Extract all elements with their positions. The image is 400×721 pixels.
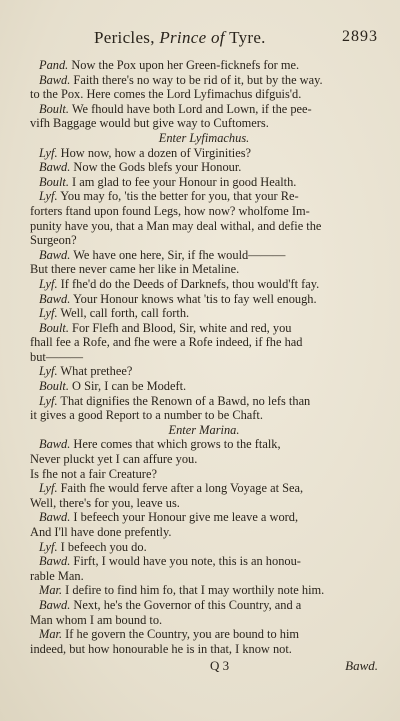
speaker-name: Lyf. (39, 539, 58, 554)
text-line (30, 219, 378, 234)
stage-direction: Enter Lyfimachus. (158, 130, 250, 145)
speaker-name: Bawd. (39, 437, 71, 452)
line-text: Man whom I am bound to. (30, 612, 163, 627)
speaker-name: Pand. (39, 58, 69, 72)
running-title (94, 28, 266, 48)
stage-direction: Enter Marina. (168, 422, 240, 437)
running-header (30, 28, 378, 54)
text-line (30, 248, 378, 263)
speaker-name: Lyf. (39, 306, 58, 321)
text-line (30, 204, 378, 219)
line-text: I am glad to fee your Honour in good Health. (68, 174, 297, 189)
line-text: We have one here, Sir, if fhe would——— (70, 247, 286, 262)
line-text: Surgeon? (30, 233, 77, 248)
speaker-name: Lyf. (39, 393, 58, 408)
text-line (30, 569, 378, 584)
line-text: If fhe'd do the Deeds of Darknefs, thou would'ft fay. (57, 276, 320, 291)
text-line (30, 452, 378, 467)
speaker-name: Bawd. (39, 597, 71, 612)
text-line (30, 292, 378, 307)
page-footer (30, 658, 378, 676)
line-text: Now the Pox upon her Green-ficknefs for me. (68, 58, 300, 72)
text-line (30, 467, 378, 482)
text-line (30, 116, 378, 131)
line-text: And I'll have done prefently. (30, 525, 172, 539)
text-line (30, 408, 378, 423)
text-line (30, 510, 378, 525)
text-line (30, 598, 378, 613)
text-line (30, 379, 378, 394)
text-line (30, 306, 378, 321)
line-text: Faith fhe would ferve after a long Voyage at Sea, (57, 481, 304, 496)
title-end: Tyre. (229, 28, 266, 47)
speaker-name: Boult. (39, 101, 69, 116)
speaker-name: Boult. (39, 379, 69, 394)
title-italic: Prince of (159, 28, 225, 47)
title-roman: Pericles, (94, 28, 155, 47)
speaker-name: Lyf. (39, 276, 58, 291)
speaker-name: Bawd. (39, 510, 71, 525)
text-line (30, 437, 378, 452)
line-text: Never pluckt yet I can affure you. (30, 452, 198, 467)
text-line (30, 525, 378, 540)
speaker-name: Boult. (39, 174, 69, 189)
speaker-name: Bawd. (39, 160, 71, 175)
line-text: How now, how a dozen of Virginities? (57, 145, 252, 160)
line-text: If he govern the Country, you are bound to him (62, 627, 300, 642)
line-text: fhall fee a Rofe, and fhe were a Rofe indeed, if fhe had (30, 335, 303, 350)
line-text: Next, he's the Governor of this Country, and a (70, 597, 302, 612)
line-text: punity have you, that a Man may deal withal, and defie the (30, 218, 322, 233)
text-line (30, 189, 378, 204)
line-text: We fhould have both Lord and Lown, if the pee- (68, 101, 312, 116)
speaker-name: Mar. (39, 627, 63, 642)
line-text: Well, there's for you, leave us. (30, 495, 180, 510)
text-line (30, 350, 378, 365)
line-text: Here comes that which grows to the ftalk, (70, 437, 281, 452)
speaker-name: Boult. (39, 320, 69, 335)
text-line (30, 277, 378, 292)
line-text: Your Honour knows what 'tis to fay well enough. (70, 291, 317, 306)
line-text: You may fo, 'tis the better for you, that your Re- (57, 189, 299, 204)
line-text: rable Man. (30, 568, 84, 583)
text-line (30, 102, 378, 117)
text-line (30, 627, 378, 642)
text-line (30, 321, 378, 336)
line-text: forters ftand upon found Legs, how now? wholfome Im- (30, 203, 310, 218)
speaker-name: Bawd. (39, 554, 71, 569)
text-line (30, 540, 378, 555)
line-text: Well, call forth, call forth. (57, 306, 190, 321)
text-line (30, 262, 378, 277)
text-line (30, 583, 378, 598)
text-line (30, 394, 378, 409)
line-text: What prethee? (57, 364, 133, 379)
line-text: I defire to find him fo, that I may worthily note him. (62, 583, 325, 598)
line-text: O Sir, I can be Modeft. (68, 379, 187, 394)
line-text: Faith there's no way to be rid of it, but by the way. (70, 72, 323, 87)
signature-mark: Q 3 (210, 658, 230, 674)
page-number: 2893 (342, 28, 378, 45)
line-text: But there never came her like in Metaline. (30, 262, 240, 277)
line-text: For Flefh and Blood, Sir, white and red, you (68, 320, 292, 335)
text-line (30, 160, 378, 175)
line-text: it gives a good Report to a number to be Chaft. (30, 408, 263, 423)
text-line (30, 233, 378, 248)
text-line (30, 364, 378, 379)
speaker-name: Mar. (39, 583, 63, 598)
speaker-name: Bawd. (39, 247, 71, 262)
text-line (30, 496, 378, 511)
line-text: I befeech you do. (57, 539, 147, 554)
line-text: to the Pox. Here comes the Lord Lyfimachus difguis'd. (30, 87, 302, 102)
text-line (30, 642, 378, 657)
speaker-name: Lyf. (39, 481, 58, 496)
speaker-name: Lyf. (39, 145, 58, 160)
text-line (30, 58, 378, 73)
line-text: Firft, I would have you note, this is an honou- (70, 554, 301, 569)
speaker-name: Bawd. (39, 291, 71, 306)
line-text: indeed, but how honourable he is in that, I know not. (30, 641, 292, 656)
play-text (30, 58, 378, 656)
speaker-name: Lyf. (39, 364, 58, 379)
text-line (30, 335, 378, 350)
line-text: That dignifies the Renown of a Bawd, no lefs than (57, 393, 311, 408)
catchword: Bawd. (345, 658, 378, 674)
line-text: Is fhe not a fair Creature? (30, 466, 157, 481)
speaker-name: Lyf. (39, 189, 58, 204)
text-line (30, 73, 378, 88)
text-line (30, 554, 378, 569)
line-text: vifh Baggage would but give way to Cuftomers. (30, 116, 269, 131)
text-line (30, 146, 378, 161)
line-text: Now the Gods blefs your Honour. (70, 160, 242, 175)
line-text: I befeech your Honour give me leave a word, (70, 510, 299, 525)
text-line (30, 175, 378, 190)
line-text: but——— (30, 349, 84, 364)
text-line (30, 481, 378, 496)
speaker-name: Bawd. (39, 72, 71, 87)
text-line (30, 613, 378, 628)
text-line (30, 87, 378, 102)
